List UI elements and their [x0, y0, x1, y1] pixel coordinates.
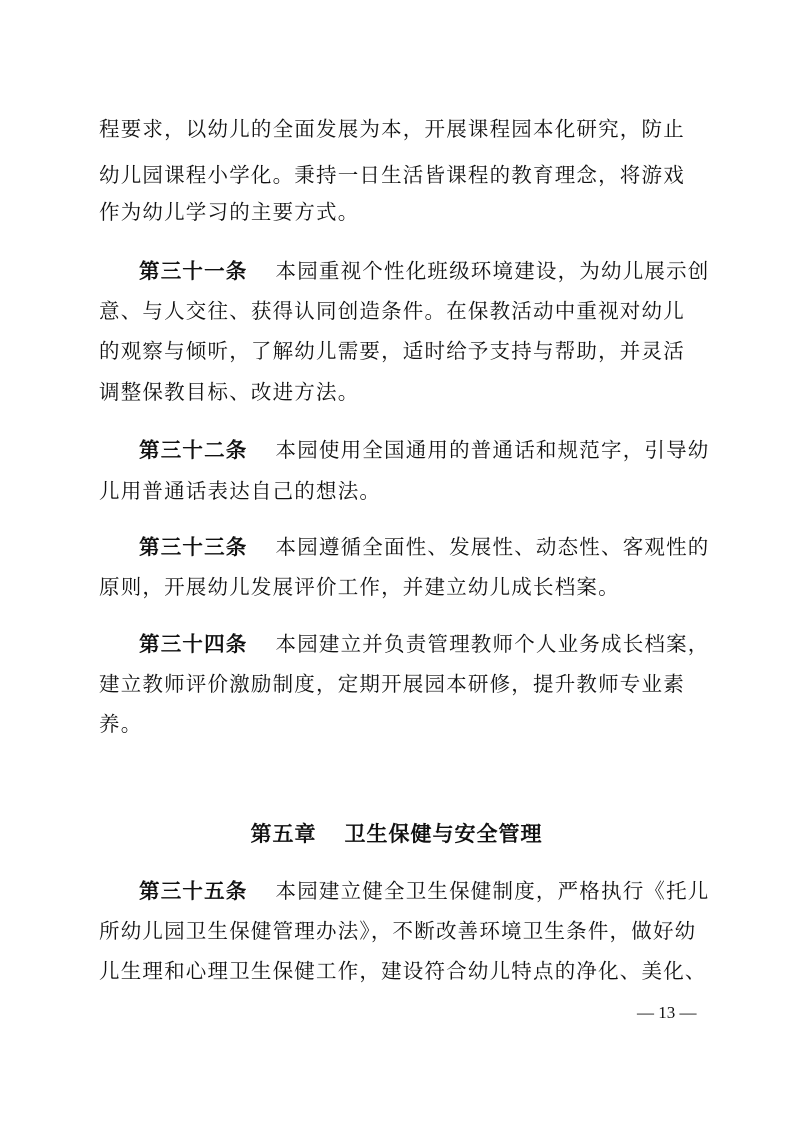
text-line: 作为幼儿学习的主要方式。	[99, 200, 360, 224]
text-line: 儿用普通话表达自己的想法。	[99, 479, 382, 503]
article-34-first-line	[139, 630, 739, 658]
page-number: — 13 —	[637, 1003, 697, 1022]
article-31-first-line	[139, 257, 739, 285]
article-35-first-line	[139, 877, 739, 905]
text-line: 原则，开展幼儿发展评价工作，并建立幼儿成长档案。	[99, 575, 620, 599]
text-line: 养。	[99, 712, 143, 736]
text-line: 的观察与倾听，了解幼儿需要，适时给予支持与帮助，并灵活	[99, 339, 685, 363]
text-span: 本园建立并负责管理教师个人业务成长档案，	[275, 632, 710, 656]
text-span: 本园使用全国通用的普通话和规范字，引导幼	[275, 438, 710, 462]
text-line: 程要求，以幼儿的全面发展为本，开展课程园本化研究，防止	[99, 117, 685, 141]
article-number: 第三十五条	[139, 879, 248, 903]
text-line: 意、与人交往、获得认同创造条件。在保教活动中重视对幼儿	[99, 299, 685, 323]
chapter-heading	[0, 820, 793, 848]
text-span: 本园重视个性化班级环境建设，为幼儿展示创	[275, 259, 710, 283]
chapter-number: 第五章	[250, 822, 317, 846]
article-32-first-line	[139, 436, 739, 464]
text-line: 调整保教目标、改进方法。	[99, 380, 360, 404]
article-number: 第三十一条	[139, 259, 248, 283]
text-span: 本园遵循全面性、发展性、动态性、客观性的	[275, 535, 710, 559]
text-line: 建立教师评价激励制度，定期开展园本研修，提升教师专业素	[99, 672, 685, 696]
article-33-first-line	[139, 533, 739, 561]
text-line: 儿生理和心理卫生保健工作，建设符合幼儿特点的净化、美化、	[99, 959, 707, 983]
article-number: 第三十四条	[139, 632, 248, 656]
article-number: 第三十二条	[139, 438, 248, 462]
chapter-title: 卫生保健与安全管理	[344, 822, 543, 846]
text-line: 幼儿园课程小学化。秉持一日生活皆课程的教育理念，将游戏	[99, 163, 685, 187]
text-line: 所幼儿园卫生保健管理办法》，不断改善环境卫生条件，做好幼	[99, 919, 697, 943]
article-number: 第三十三条	[139, 535, 248, 559]
text-span: 本园建立健全卫生保健制度，严格执行《托儿	[275, 879, 710, 903]
